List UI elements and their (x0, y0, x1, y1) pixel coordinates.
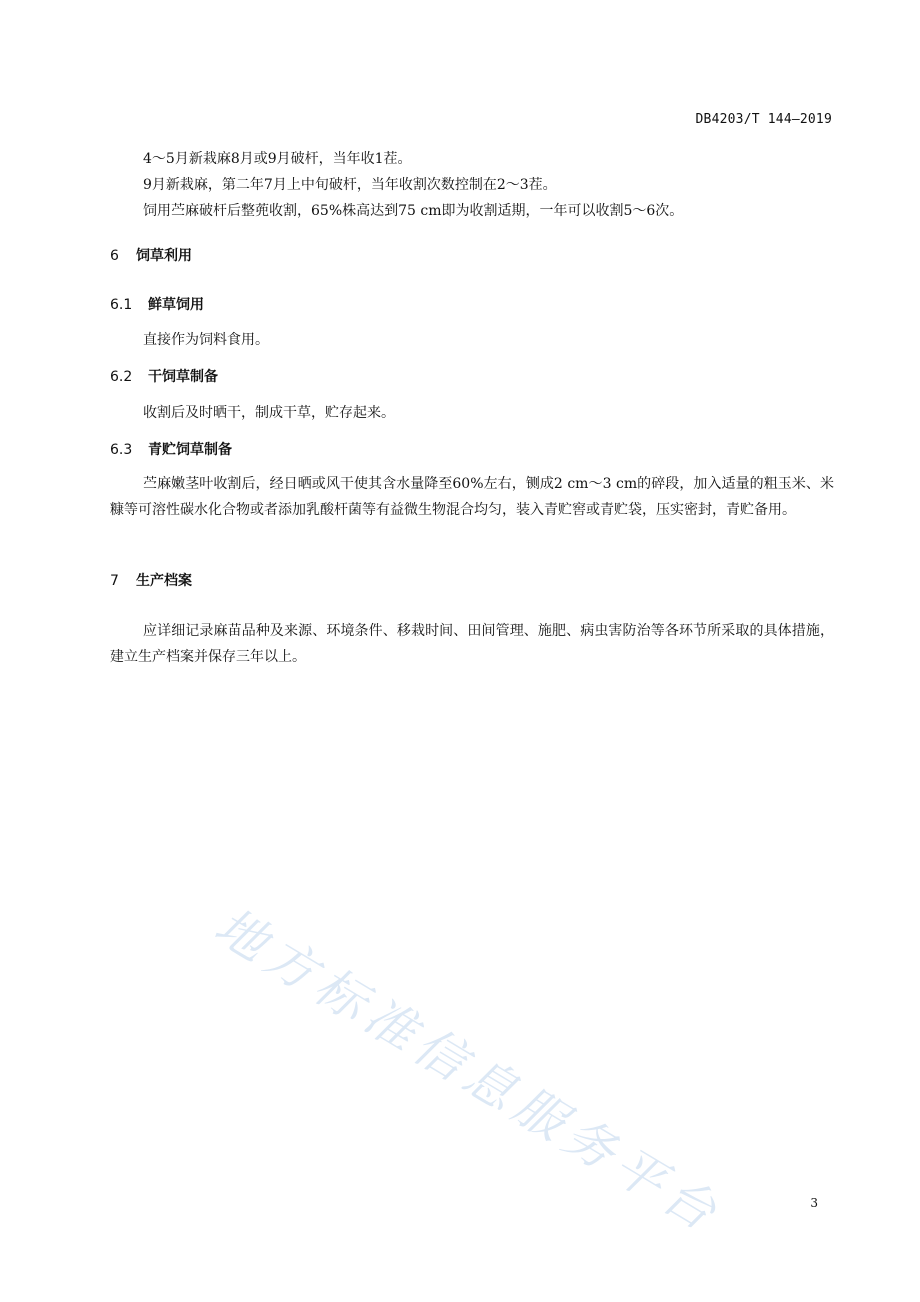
paragraph: 苎麻嫩茎叶收割后，经日晒或风干使其含水量降至60%左右，铡成2 cm～3 cm的碎段，加入适量的粗玉米、米糠等可溶性碳水化合物或者添加乳酸杆菌等有益微生物混合均匀，装入青贮窖或青贮袋，压实密封，青贮备用。 (110, 476, 834, 518)
paragraph: 收割后及时晒干，制成干草，贮存起来。 (143, 405, 395, 421)
watermark: 地方标准信息服务平台 (205, 896, 733, 1246)
paragraph: 9月新栽麻，第二年7月上中旬破杆，当年收割次数控制在2～3茬。 (143, 177, 557, 193)
page-number: 3 (810, 1196, 818, 1210)
section-title: 生产档案 (136, 573, 192, 589)
intro-text-block (110, 146, 834, 224)
section-number: 6.3 (110, 442, 133, 458)
section-number: 6.1 (110, 297, 133, 313)
paragraph: 直接作为饲料食用。 (143, 332, 269, 348)
section-number: 6 (110, 248, 119, 264)
section-number: 7 (110, 573, 119, 589)
section-title: 青贮饲草制备 (148, 442, 232, 458)
paragraph: 4～5月新栽麻8月或9月破杆，当年收1茬。 (143, 151, 412, 167)
section-6-3-text (110, 471, 834, 523)
section-6-2-text (110, 400, 834, 426)
section-number: 6.2 (110, 369, 133, 385)
document-code: DB4203/T 144—2019 (695, 112, 832, 127)
section-title: 鲜草饲用 (148, 297, 204, 313)
section-6-2-heading (110, 366, 218, 388)
paragraph: 饲用苎麻破杆后整蔸收割，65%株高达到75 cm即为收割适期，一年可以收割5～6次。 (143, 203, 684, 219)
section-6-heading (110, 245, 192, 267)
section-7-text (110, 618, 834, 670)
paragraph: 应详细记录麻苗品种及来源、环境条件、移栽时间、田间管理、施肥、病虫害防治等各环节所采取的具体措施，建立生产档案并保存三年以上。 (110, 623, 834, 665)
section-6-3-heading (110, 439, 232, 461)
section-7-heading (110, 570, 192, 592)
section-6-1-text (110, 327, 834, 353)
section-6-1-heading (110, 294, 204, 316)
section-title: 饲草利用 (136, 248, 192, 264)
section-title: 干饲草制备 (148, 369, 218, 385)
